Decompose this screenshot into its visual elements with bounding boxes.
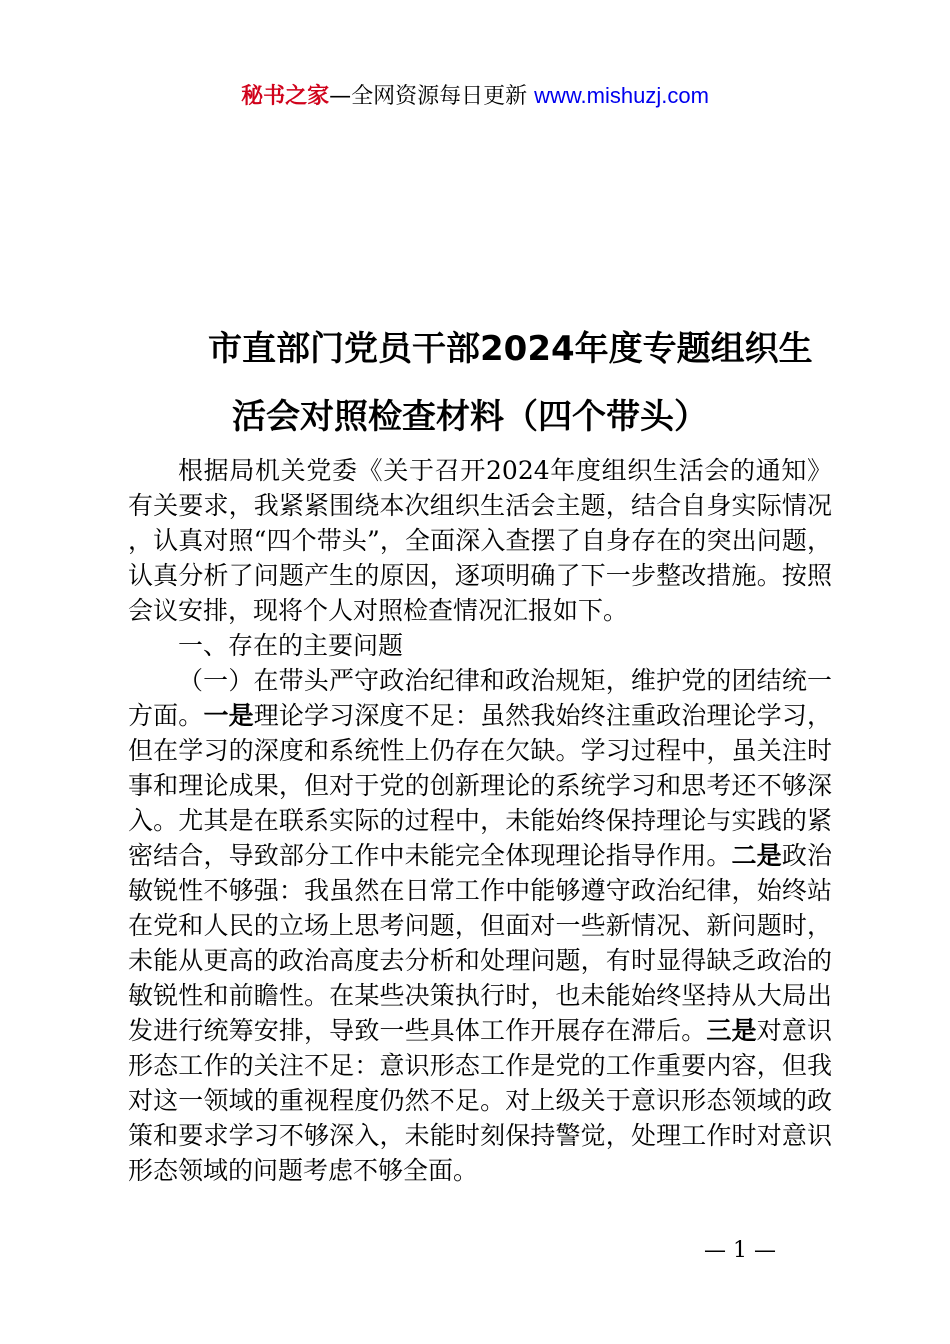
document-title-line-1: 市直部门党员干部2024年度专题组织生 [208, 329, 813, 369]
point-text-3: 对意识形态工作的关注不足：意识形态工作是党的工作重要内容，但我对这一领域的重视程度仍然不足。对上级关于意识形态领域的政策和要求学习不够深入，未能时刻保持警觉，处理工作时对意识形态领域的问题考虑不够全面。 [128, 1016, 832, 1185]
intro-paragraph: 根据局机关党委《关于召开2024年度组织生活会的通知》有关要求，我紧紧围绕本次组织生活会主题，结合自身实际情况，认真对照“四个带头”，全面深入查摆了自身存在的突出问题，认真分析了问题产生的原因，逐项明确了下一步整改措施。按照会议安排，现将个人对照检查情况汇报如下。 [128, 456, 832, 625]
site-header [0, 80, 950, 113]
document-body [128, 453, 832, 1188]
point-label-1: 一是 [203, 701, 254, 730]
point-text-1: 理论学习深度不足：虽然我始终注重政治理论学习，但在学习的深度和系统性上仍存在欠缺。学习过程中，虽关注时事和理论成果，但对于党的创新理论的系统学习和思考还不够深入。尤其是在联系实际的过程中，未能始终保持理论与实践的紧密结合，导致部分工作中未能完全体现理论指导作用。 [128, 701, 832, 870]
site-url-link[interactable]: www.mishuzj.com [534, 83, 709, 108]
document-title-line-2: 活会对照检查材料（四个带头） [232, 397, 708, 437]
brand-name: 秘书之家 [241, 84, 330, 109]
point-text-2: 政治敏锐性不够强：我虽然在日常工作中能够遵守政治纪律，始终站在党和人民的立场上思考问题，但面对一些新情况、新问题时，未能从更高的政治高度去分析和处理问题，有时显得缺乏政治的敏锐性和前瞻性。在某些决策执行时，也未能始终坚持从大局出发进行统筹安排，导致一些具体工作开展存在滞后。 [128, 841, 832, 1045]
page-number: — 1 — [704, 1238, 776, 1263]
point-label-3: 三是 [706, 1016, 757, 1045]
point-label-2: 二是 [731, 841, 782, 870]
section-heading: 一、存在的主要问题 [178, 631, 404, 660]
subsection-paragraph [128, 663, 832, 1188]
header-tagline: —全网资源每日更新 [329, 84, 528, 109]
subsection-heading: （一）在带头严守政治纪律和政治规矩，维护党的团结统一方面。 [128, 666, 832, 730]
